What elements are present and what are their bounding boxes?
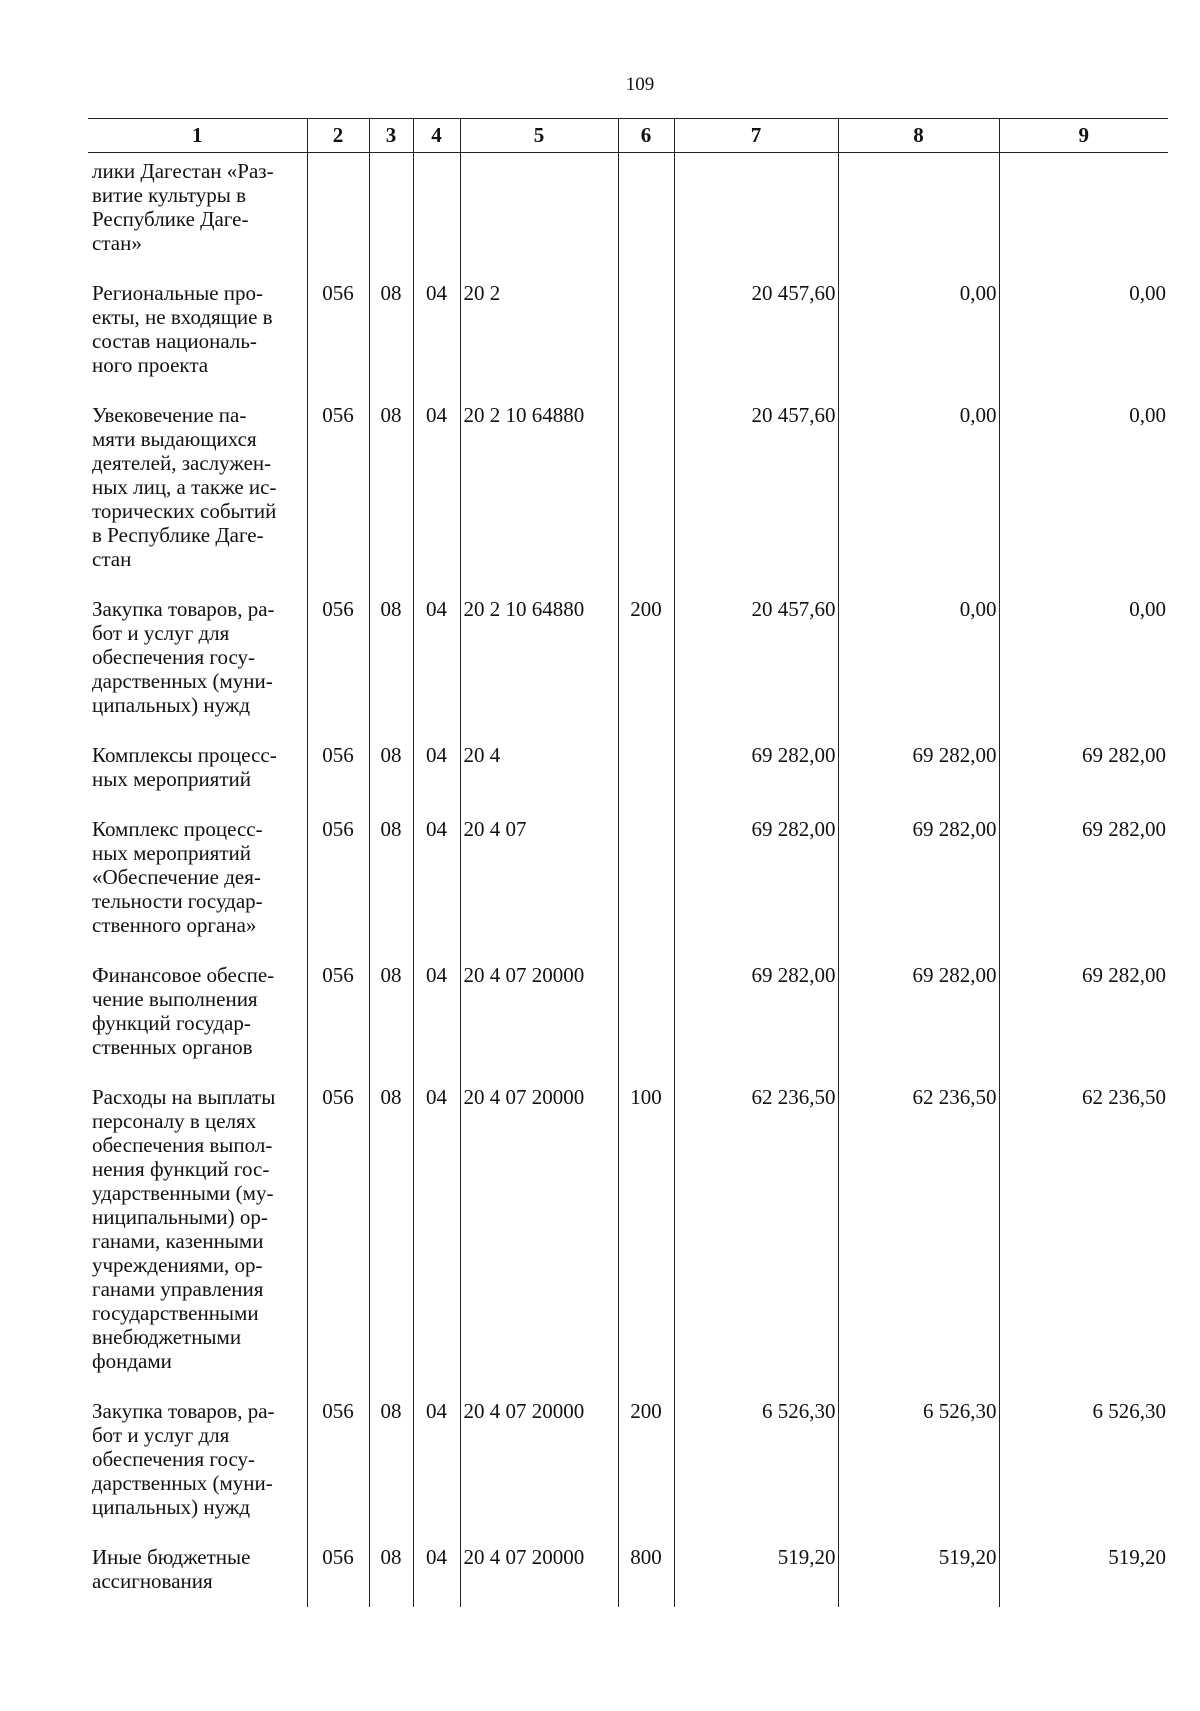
cell-code-4: 04 bbox=[413, 733, 460, 807]
cell-code-4: 04 bbox=[413, 953, 460, 1075]
cell-code-3: 08 bbox=[369, 953, 413, 1075]
cell-code-4: 04 bbox=[413, 1535, 460, 1607]
header-col-9: 9 bbox=[999, 119, 1168, 153]
cell-amount-8: 69 282,00 bbox=[838, 953, 999, 1075]
cell-amount-9: 69 282,00 bbox=[999, 733, 1168, 807]
cell-code-3: 08 bbox=[369, 807, 413, 953]
cell-code-4: 04 bbox=[413, 393, 460, 587]
cell-amount-9: 519,20 bbox=[999, 1535, 1168, 1607]
cell-code-3: 08 bbox=[369, 733, 413, 807]
cell-amount-9: 62 236,50 bbox=[999, 1075, 1168, 1389]
cell-code-2: 056 bbox=[307, 1535, 369, 1607]
cell-amount-7 bbox=[674, 153, 838, 272]
cell-code-2: 056 bbox=[307, 393, 369, 587]
cell-code-5: 20 2 10 64880 bbox=[460, 393, 618, 587]
cell-amount-8: 6 526,30 bbox=[838, 1389, 999, 1535]
table-row bbox=[88, 271, 1168, 393]
cell-code-4: 04 bbox=[413, 1075, 460, 1389]
cell-code-2: 056 bbox=[307, 953, 369, 1075]
cell-amount-9: 0,00 bbox=[999, 393, 1168, 587]
table-header-row bbox=[88, 119, 1168, 153]
cell-name: лики Дагестан «Раз- витие культуры в Республике Даге- стан» bbox=[92, 159, 274, 255]
cell-code-2: 056 bbox=[307, 733, 369, 807]
cell-code-4: 04 bbox=[413, 1389, 460, 1535]
cell-name: Финансовое обеспе- чение выполнения функций государ- ственных органов bbox=[92, 963, 275, 1059]
cell-amount-7: 6 526,30 bbox=[674, 1389, 838, 1535]
cell-amount-7: 69 282,00 bbox=[674, 733, 838, 807]
cell-amount-8: 0,00 bbox=[838, 587, 999, 733]
table-row bbox=[88, 393, 1168, 587]
table-row bbox=[88, 733, 1168, 807]
table-row bbox=[88, 1389, 1168, 1535]
cell-code-6 bbox=[618, 733, 674, 807]
cell-amount-8: 519,20 bbox=[838, 1535, 999, 1607]
cell-code-3: 08 bbox=[369, 1389, 413, 1535]
cell-code-3: 08 bbox=[369, 1535, 413, 1607]
cell-amount-8 bbox=[838, 153, 999, 272]
header-col-2: 2 bbox=[307, 119, 369, 153]
header-col-8: 8 bbox=[838, 119, 999, 153]
cell-code-6: 800 bbox=[618, 1535, 674, 1607]
table-row bbox=[88, 153, 1168, 272]
cell-name: Закупка товаров, ра- бот и услуг для обеспечения госу- дарственных (муни- ципальных) нужд bbox=[92, 1399, 275, 1519]
header-col-1: 1 bbox=[88, 119, 307, 153]
cell-code-4 bbox=[413, 153, 460, 272]
cell-code-2 bbox=[307, 153, 369, 272]
cell-name: Закупка товаров, ра- бот и услуг для обеспечения госу- дарственных (муни- ципальных) нужд bbox=[92, 597, 275, 717]
cell-code-4: 04 bbox=[413, 807, 460, 953]
cell-code-6 bbox=[618, 271, 674, 393]
cell-amount-7: 519,20 bbox=[674, 1535, 838, 1607]
budget-table bbox=[88, 118, 1168, 1607]
cell-amount-8: 0,00 bbox=[838, 393, 999, 587]
cell-name: Комплекс процесс- ных мероприятий «Обеспечение дея- тельности государ- ственного органа» bbox=[92, 817, 263, 937]
table-row bbox=[88, 953, 1168, 1075]
cell-amount-9: 0,00 bbox=[999, 271, 1168, 393]
cell-code-5: 20 4 07 20000 bbox=[460, 1535, 618, 1607]
table-row bbox=[88, 1535, 1168, 1607]
cell-code-3: 08 bbox=[369, 587, 413, 733]
cell-code-5: 20 2 bbox=[460, 271, 618, 393]
cell-name: Увековечение па- мяти выдающихся деятелей, заслужен- ных лиц, а также ис- торических событий в Республике Даге- стан bbox=[92, 403, 277, 571]
cell-code-5: 20 4 07 bbox=[460, 807, 618, 953]
cell-code-3: 08 bbox=[369, 1075, 413, 1389]
cell-amount-9: 6 526,30 bbox=[999, 1389, 1168, 1535]
cell-amount-9: 0,00 bbox=[999, 587, 1168, 733]
cell-amount-9: 69 282,00 bbox=[999, 953, 1168, 1075]
cell-code-6 bbox=[618, 953, 674, 1075]
cell-amount-7: 69 282,00 bbox=[674, 953, 838, 1075]
cell-code-6: 200 bbox=[618, 587, 674, 733]
cell-amount-8: 0,00 bbox=[838, 271, 999, 393]
table-row bbox=[88, 1075, 1168, 1389]
cell-code-2: 056 bbox=[307, 1389, 369, 1535]
cell-amount-8: 62 236,50 bbox=[838, 1075, 999, 1389]
cell-amount-7: 20 457,60 bbox=[674, 393, 838, 587]
cell-code-2: 056 bbox=[307, 807, 369, 953]
header-col-4: 4 bbox=[413, 119, 460, 153]
header-col-5: 5 bbox=[460, 119, 618, 153]
cell-amount-8: 69 282,00 bbox=[838, 807, 999, 953]
cell-code-5: 20 4 07 20000 bbox=[460, 1075, 618, 1389]
cell-amount-7: 20 457,60 bbox=[674, 271, 838, 393]
cell-name: Комплексы процесс- ных мероприятий bbox=[92, 743, 277, 791]
cell-amount-7: 20 457,60 bbox=[674, 587, 838, 733]
header-col-7: 7 bbox=[674, 119, 838, 153]
cell-name: Региональные про- екты, не входящие в состав националь- ного проекта bbox=[92, 281, 273, 377]
header-col-6: 6 bbox=[618, 119, 674, 153]
table-row bbox=[88, 587, 1168, 733]
cell-amount-8: 69 282,00 bbox=[838, 733, 999, 807]
cell-code-6 bbox=[618, 393, 674, 587]
cell-amount-7: 62 236,50 bbox=[674, 1075, 838, 1389]
cell-code-3: 08 bbox=[369, 393, 413, 587]
cell-code-2: 056 bbox=[307, 1075, 369, 1389]
cell-code-3: 08 bbox=[369, 271, 413, 393]
cell-code-5 bbox=[460, 153, 618, 272]
cell-code-5: 20 2 10 64880 bbox=[460, 587, 618, 733]
cell-code-6: 200 bbox=[618, 1389, 674, 1535]
cell-amount-9 bbox=[999, 153, 1168, 272]
cell-code-5: 20 4 07 20000 bbox=[460, 1389, 618, 1535]
cell-code-6 bbox=[618, 807, 674, 953]
header-col-3: 3 bbox=[369, 119, 413, 153]
cell-code-4: 04 bbox=[413, 587, 460, 733]
table-row bbox=[88, 807, 1168, 953]
page-number: 109 bbox=[625, 74, 655, 95]
cell-code-6: 100 bbox=[618, 1075, 674, 1389]
cell-code-4: 04 bbox=[413, 271, 460, 393]
cell-code-5: 20 4 bbox=[460, 733, 618, 807]
cell-name: Иные бюджетные ассигнования bbox=[92, 1545, 251, 1593]
cell-code-5: 20 4 07 20000 bbox=[460, 953, 618, 1075]
cell-name: Расходы на выплаты персоналу в целях обеспечения выпол- нения функций гос- ударственными (му- ниципальными) ор- ганами, казенными учреждениями, ор- ганами управления государственными внебюджетными фондами bbox=[92, 1085, 276, 1373]
cell-code-2: 056 bbox=[307, 271, 369, 393]
cell-code-6 bbox=[618, 153, 674, 272]
cell-code-3 bbox=[369, 153, 413, 272]
cell-amount-7: 69 282,00 bbox=[674, 807, 838, 953]
cell-amount-9: 69 282,00 bbox=[999, 807, 1168, 953]
cell-code-2: 056 bbox=[307, 587, 369, 733]
